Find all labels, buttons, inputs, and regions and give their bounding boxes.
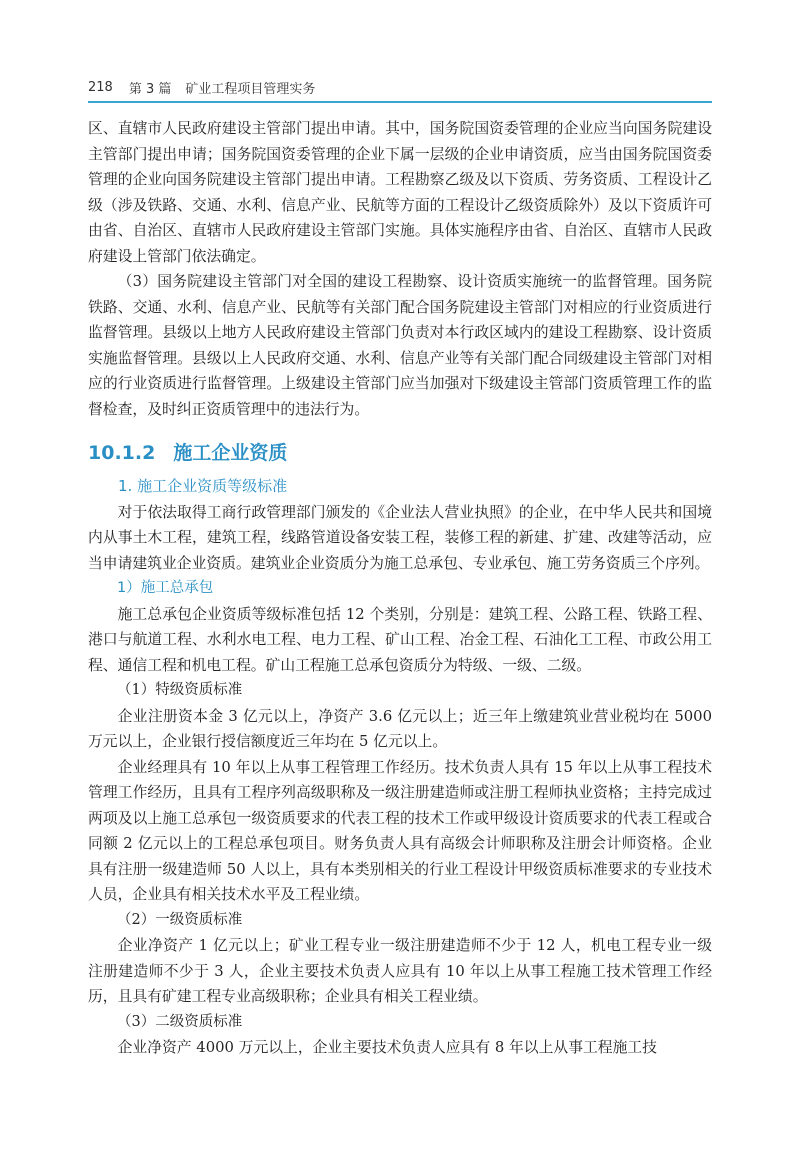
- section-heading: [88, 440, 712, 466]
- page-number: 218: [88, 79, 113, 95]
- section-number: 10.1.2: [88, 442, 156, 464]
- grade-heading-second: （3）二级资质标准: [117, 1013, 243, 1030]
- paragraph-item-3: （3）国务院建设主管部门对全国的建设工程勘察、设计资质实施统一的监督管理。国务院铁路、交通、水利、信息产业、民航等有关部门配合国务院建设主管部门对相应的行业资质进行监督管理。县级以上地方人民政府建设主管部门负责对本行政区域内的建设工程勘察、设计资质实施监督管理。县级以上人民政府交通、水利、信息产业等有关部门配合同级建设主管部门对相应的行业资质进行监督管理。上级建设主管部门应当加强对下级建设主管部门资质管理工作的监督检查，及时纠正资质管理中的违法行为。: [88, 273, 712, 418]
- grade-heading-first: （2）一级资质标准: [117, 911, 243, 928]
- header-rule: [88, 101, 712, 103]
- paragraph-second-grade: 企业净资产 4000 万元以上，企业主要技术负责人应具有 8 年以上从事工程施工技: [117, 1039, 657, 1056]
- grade-heading-special: （1）特级资质标准: [117, 682, 243, 698]
- book-title: 矿业工程项目管理实务: [185, 81, 316, 97]
- part-label: 第 3 篇: [128, 81, 172, 97]
- subsection-heading: 1. 施工企业资质等级标准: [118, 477, 288, 495]
- paragraph-first-grade: 企业净资产 1 亿元以上；矿业工程专业一级注册建造师不少于 12 人，机电工程专业一级注册建造师不少于 3 人，企业主要技术负责人应具有 10 年以上从事工程施工技术管理工作经历，且具有矿建工程专业高级职称；企业具有相关工程业绩。: [88, 937, 712, 1005]
- page-body: [88, 116, 712, 1061]
- paragraph-subsection-1: 对于依法取得工商行政管理部门颁发的《企业法人营业执照》的企业，在中华人民共和国境内从事土木工程，建筑工程，线路管道设备安装工程，装修工程的新建、扩建、改建等活动，应当申请建筑业企业资质。建筑业企业资质分为施工总承包、专业承包、施工劳务资质三个序列。: [88, 503, 712, 572]
- paragraph-special-grade-capital: 企业注册资本金 3 亿元以上，净资产 3.6 亿元以上；近三年上缴建筑业营业税均在 5000 万元以上，企业银行授信额度近三年均在 5 亿元以上。: [88, 707, 712, 750]
- paragraph-special-grade-staff: 企业经理具有 10 年以上从事工程管理工作经历。技术负责人具有 15 年以上从事工程技术管理工作经历，且具有工程序列高级职称及一级注册建造师或注册工程师执业资格；主持完成过两项及以上施工总承包一级资质要求的代表工程的技术工作或甲级设计资质要求的代表工程或合同额 2 亿元以上的工程总承包项目。财务负责人具有高级会计师职称及注册会计师资格。企业具有注册一级建造师 50 人以上，具有本类别相关的行业工程设计甲级资质标准要求的专业技术人员，企业具有相关技术水平及工程业绩。: [88, 758, 712, 903]
- section-title: 施工企业资质: [173, 442, 288, 464]
- paragraph-general-contracting: 施工总承包企业资质等级标准包括 12 个类别，分别是：建筑工程、公路工程、铁路工程、港口与航道工程、水利水电工程、电力工程、矿山工程、冶金工程、石油化工工程、市政公用工程、通信工程和机电工程。矿山工程施工总承包资质分为特级、一级、二级。: [88, 605, 712, 674]
- paragraph-continued: 区、直辖市人民政府建设主管部门提出申请。其中，国务院国资委管理的企业应当向国务院建设主管部门提出申请；国务院国资委管理的企业下属一层级的企业申请资质，应当由国务院国资委管理的企业向国务院建设主管部门提出申请。工程勘察乙级及以下资质、劳务资质、工程设计乙级（涉及铁路、交通、水利、信息产业、民航等方面的工程设计乙级资质除外）及以下资质许可由省、自治区、直辖市人民政府建设主管部门实施。具体实施程序由省、自治区、直辖市人民政府建设上管部门依法确定。: [88, 120, 712, 265]
- subsubsection-heading: 1）施工总承包: [117, 580, 214, 596]
- page-header: [88, 74, 712, 100]
